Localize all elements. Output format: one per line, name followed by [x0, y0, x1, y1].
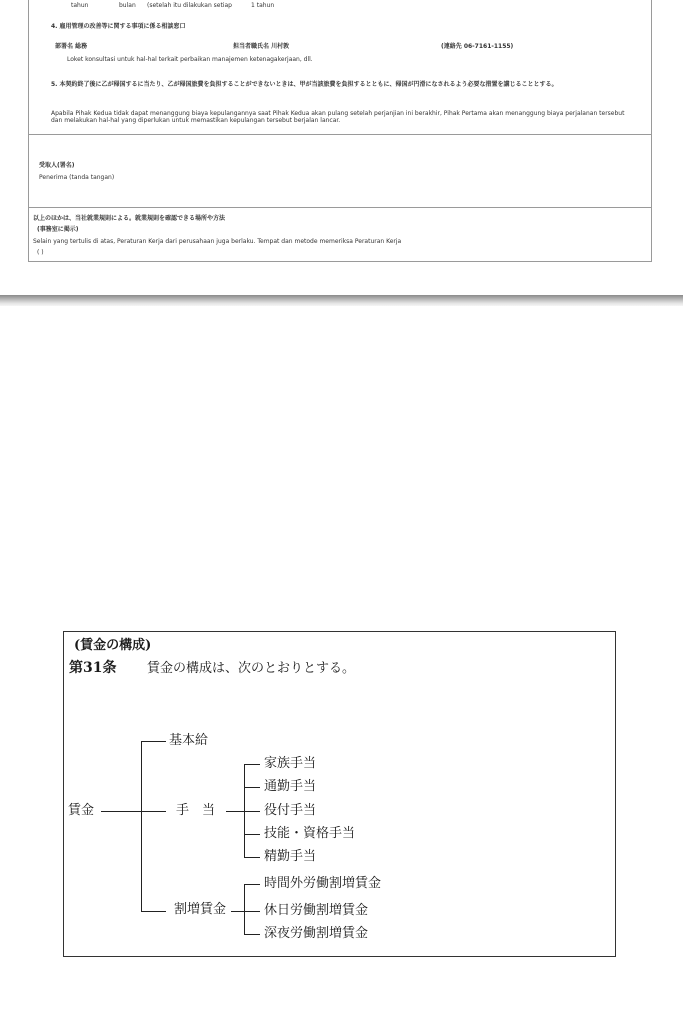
section4-title: 4. 雇用管理の改善等に関する事項に係る相談窓口 — [51, 23, 186, 30]
connector — [244, 911, 260, 912]
contract-page — [0, 0, 683, 262]
footer-line2: (事務室に掲示) — [37, 226, 79, 233]
root-wage: 賃金 — [68, 803, 95, 818]
connector — [101, 811, 141, 812]
article-text: 賃金の構成は、次のとおりとする。 — [147, 661, 356, 676]
page-separator — [0, 295, 683, 306]
row-divider — [29, 207, 651, 208]
section4-contact: (連絡先 06-7161-1155) — [441, 43, 514, 50]
period-bulan: bulan — [119, 2, 136, 9]
section4-desc: Loket konsultasi untuk hal-hal terkait perbaikan manajemen ketenagakerjaan, dll. — [67, 56, 313, 63]
connector — [141, 741, 166, 742]
wage-structure-box — [63, 631, 616, 957]
row-divider — [29, 134, 651, 135]
connector — [141, 911, 166, 912]
receiver-label-id: Penerima (tanda tangan) — [39, 174, 115, 181]
connector — [244, 834, 260, 835]
section4-dept: 部署名 総務 — [55, 43, 88, 50]
article-number: 第31条 — [69, 660, 117, 676]
footer-line4: ( ) — [37, 249, 44, 256]
section5-desc: Apabila Pihak Kedua tidak dapat menanggung biaya kepulangannya saat Pihak Kedua akan pulang setelah perjanjian ini berakhir, Pihak Pertama akan menanggung biaya perjalanan tersebut dan melakukan hal-hal yang diperlukan untuk memastikan kepulangan tersebut berjalan lancar. — [51, 110, 625, 124]
period-every: 1 tahun — [251, 2, 275, 9]
connector — [244, 764, 260, 765]
section4-person: 担当者職氏名 川村敦 — [233, 43, 290, 50]
branch-premium-wage: 割増賃金 — [174, 902, 227, 917]
bracket-level1 — [141, 741, 142, 911]
connector — [244, 884, 260, 885]
footer-line3: Selain yang tertulis di atas, Peraturan Kerja dari perusahaan juga berlaku. Tempat dan metode memeriksa Peraturan Kerja — [33, 238, 402, 245]
allowance-item: 技能・資格手当 — [264, 826, 356, 841]
connector — [231, 911, 244, 912]
allowance-item: 役付手当 — [264, 803, 317, 818]
connector — [244, 787, 260, 788]
connector — [244, 857, 260, 858]
contract-document — [28, 0, 652, 262]
receiver-label-jp: 受取人(署名) — [39, 162, 75, 169]
bracket-premiums — [244, 884, 245, 934]
connector — [244, 934, 260, 935]
allowance-item: 通勤手当 — [264, 779, 317, 794]
branch-basic-pay: 基本給 — [169, 733, 209, 748]
period-note: (setelah itu dilakukan setiap — [147, 2, 232, 9]
connector — [226, 811, 244, 812]
allowance-item: 家族手当 — [264, 756, 317, 771]
connector — [141, 811, 166, 812]
connector — [244, 811, 260, 812]
section5-title: 5. 本契約終了後に乙が帰国するに当たり、乙が帰国旅費を負担することができないときは、甲が当該旅費を負担するとともに、帰国が円滑になされるよう必要な措置を講じることとする。 — [51, 81, 558, 88]
premium-item: 休日労働割増賃金 — [264, 903, 369, 918]
premium-item: 時間外労働割増賃金 — [264, 876, 382, 891]
wage-heading: (賃金の構成) — [74, 638, 152, 653]
period-tahun: tahun — [71, 2, 89, 9]
branch-allowance: 手 当 — [176, 803, 216, 818]
premium-item: 深夜労働割増賃金 — [264, 926, 369, 941]
allowance-item: 精勤手当 — [264, 849, 317, 864]
footer-line1: 以上のほかは、当社就業規則による。就業規則を確認できる場所や方法 — [33, 215, 226, 222]
